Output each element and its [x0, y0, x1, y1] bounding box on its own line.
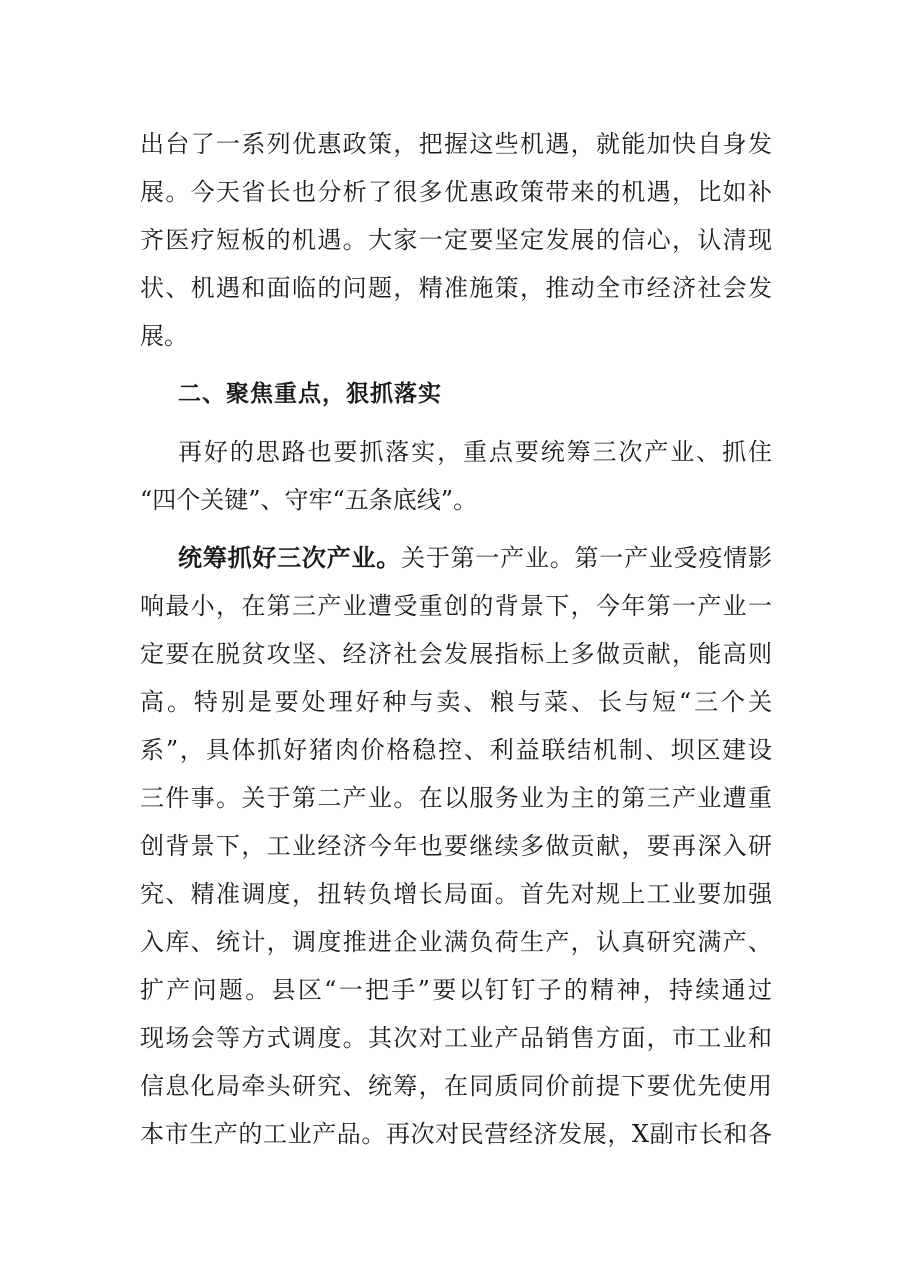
- text-line: 齐医疗短板的机遇。大家一定要坚定发展的信心，认清现: [140, 226, 772, 254]
- text-line: 三件事。关于第二产业。在以服务业为主的第三产业遭重: [140, 784, 772, 812]
- text-line: 定要在脱贫攻坚、经济社会发展指标上多做贡献，能高则: [140, 640, 772, 668]
- text-line: 出台了一系列优惠政策，把握这些机遇，就能加快自身发: [140, 130, 772, 158]
- text-line: “四个关键”、守牢“五条底线”。: [140, 486, 478, 514]
- spacer: [140, 418, 772, 428]
- text-line: 入库、统计，调度推进企业满负荷生产，认真研究满产、: [140, 928, 772, 956]
- document-body: [140, 120, 772, 1158]
- text-line: 信息化局牵头研究、统筹，在同质同价前提下要优先使用: [140, 1072, 772, 1100]
- text-line: 创背景下，工业经济今年也要继续多做贡献，要再深入研: [140, 832, 772, 860]
- spacer: [140, 360, 772, 370]
- text-line: 展。: [140, 322, 188, 350]
- text-line: 本市生产的工业产品。再次对民营经济发展，X副市长和各: [140, 1120, 772, 1148]
- text-line: 高。特别是要处理好种与卖、粮与菜、长与短“三个关: [140, 688, 772, 716]
- paragraph-focus: [140, 428, 772, 524]
- text-line: 再好的思路也要抓落实，重点要统筹三次产业、抓住: [178, 438, 772, 466]
- bold-lead-phrase: 统筹抓好三次产业。: [178, 544, 402, 572]
- text-line: 响最小，在第三产业遭受重创的背景下，今年第一产业一: [140, 592, 772, 620]
- section-heading: 二、聚焦重点，狠抓落实: [178, 381, 442, 407]
- text-line: 究、精准调度，扭转负增长局面。首先对规上工业要加强: [140, 880, 772, 908]
- text-line: 现场会等方式调度。其次对工业产品销售方面，市工业和: [140, 1024, 772, 1052]
- paragraph-industries: [140, 534, 772, 1158]
- text-line-rest: 关于第一产业。第一产业受疫情影: [401, 544, 772, 572]
- text-line: 状、机遇和面临的问题，精准施策，推动全市经济社会发: [140, 274, 772, 302]
- text-line: 扩产问题。县区“一把手”要以钉钉子的精神，持续通过: [140, 976, 772, 1004]
- paragraph-opportunities: [140, 120, 772, 360]
- text-line-lead: [140, 534, 772, 582]
- text-line: 系”，具体抓好猪肉价格稳控、利益联结机制、坝区建设: [140, 736, 772, 764]
- spacer: [140, 524, 772, 534]
- text-line: 展。今天省长也分析了很多优惠政策带来的机遇，比如补: [140, 178, 772, 206]
